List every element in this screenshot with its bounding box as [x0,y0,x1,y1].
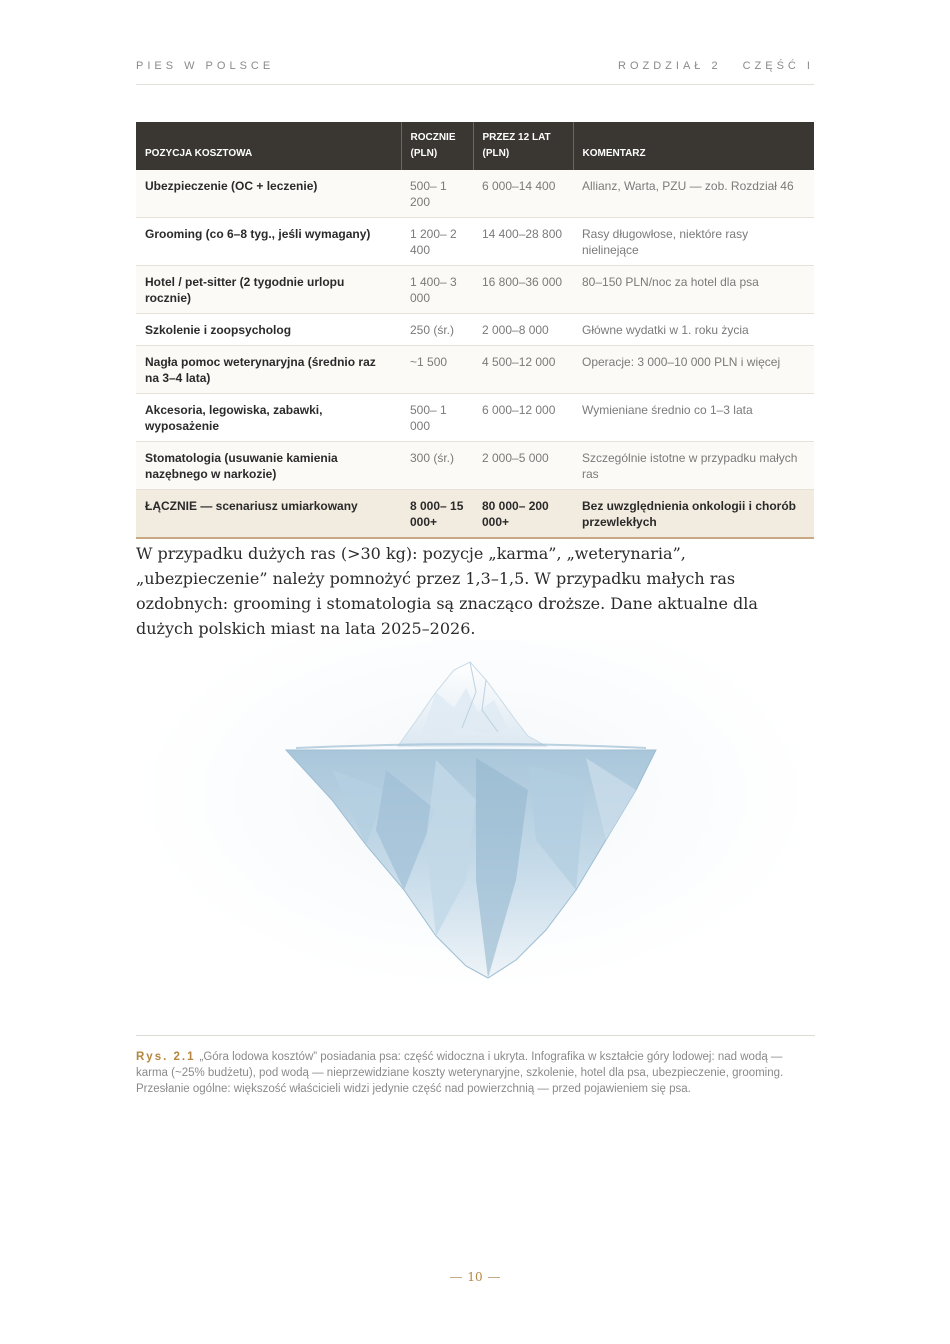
figure-rule [136,1035,815,1036]
cell-comment: Główne wydatki w 1. roku życia [573,314,814,346]
iceberg-figure [136,640,814,1028]
figure-label: Rys. 2.1 [136,1051,196,1063]
cell-yearly: 500– 1 000 [401,394,473,442]
cell-yearly: 300 (śr.) [401,442,473,490]
column-header: ROCZNIE (PLN) [401,122,473,170]
table-row [136,442,814,490]
cell-position: Akcesoria, legowiska, zabawki, wyposażenie [136,394,401,442]
table-row [136,266,814,314]
cell-comment: Operacje: 3 000–10 000 PLN i więcej [573,346,814,394]
cell-position: Hotel / pet-sitter (2 tygodnie urlopu rocznie) [136,266,401,314]
table-row [136,170,814,218]
cell-yearly: 500– 1 200 [401,170,473,218]
figure-caption-text: „Góra lodowa kosztów” posiadania psa: część widoczna i ukryta. Infografika w kształcie góry lodowej: nad wodą — karma (~25% budżetu), pod wodą — nieprzewidziane koszty weterynaryjne, szkolenie, hotel dla psa, ubezpieczenie, grooming. Przesłanie ogólne: większość właścicieli widzi jedynie część nad powierzchnią — przed pojawieniem się psa. [136,1051,784,1095]
cell-position: Stomatologia (usuwanie kamienia nazębnego w narkozie) [136,442,401,490]
table-row [136,394,814,442]
cell-twelve-years: 14 400–28 800 [473,218,573,266]
cell-comment: Allianz, Warta, PZU — zob. Rozdział 46 [573,170,814,218]
table-total-row [136,490,814,539]
cell-twelve-years: 2 000–5 000 [473,442,573,490]
cell-yearly: 250 (śr.) [401,314,473,346]
cell-comment: Rasy długowłose, niektóre rasy nielinejące [573,218,814,266]
column-header: PRZEZ 12 LAT (PLN) [473,122,573,170]
table-header-row [136,122,814,170]
page-number [0,1270,950,1284]
column-header: POZYCJA KOSZTOWA [136,122,401,170]
cell-position: Szkolenie i zoopsycholog [136,314,401,346]
cell-yearly: 1 200– 2 400 [401,218,473,266]
table-row [136,314,814,346]
body-paragraph: W przypadku dużych ras (>30 kg): pozycje „karma”, „weterynaria”, „ubezpieczenie” należy pomnożyć przez 1,3–1,5. W przypadku małych ras ozdobnych: grooming i stomatologia są znacząco droższe. Dane aktualne dla dużych polskich miast na lata 2025–2026. [136,544,758,638]
column-header: KOMENTARZ [573,122,814,170]
book-title: PIES W POLSCE [136,60,275,72]
cell-twelve-years: 2 000–8 000 [473,314,573,346]
page-number-value: 10 [467,1270,483,1284]
running-head [136,60,814,85]
figure-caption [136,1049,814,1097]
folio-dash [450,1277,462,1278]
table-row [136,218,814,266]
cell-yearly: 1 400– 3 000 [401,266,473,314]
table-row [136,346,814,394]
cell-twelve-years: 6 000–14 400 [473,170,573,218]
total-comment: Bez uwzględnienia onkologii i chorób przewlekłych [573,490,814,539]
cell-comment: Wymieniane średnio co 1–3 lata [573,394,814,442]
cell-twelve-years: 16 800–36 000 [473,266,573,314]
part-label: CZĘŚĆ I [742,60,814,72]
cell-yearly: ~1 500 [401,346,473,394]
cell-position: Grooming (co 6–8 tyg., jeśli wymagany) [136,218,401,266]
cell-position: Nagła pomoc weterynaryjna (średnio raz na 3–4 lata) [136,346,401,394]
cell-comment: Szczególnie istotne w przypadku małych ras [573,442,814,490]
cell-twelve-years: 4 500–12 000 [473,346,573,394]
cell-comment: 80–150 PLN/noc za hotel dla psa [573,266,814,314]
cell-twelve-years: 6 000–12 000 [473,394,573,442]
total-position: ŁĄCZNIE — scenariusz umiarkowany [136,490,401,539]
total-twelve-years: 80 000– 200 000+ [473,490,573,539]
chapter-label: ROZDZIAŁ 2 [618,60,722,72]
cost-table [136,122,814,539]
cell-position: Ubezpieczenie (OC + leczenie) [136,170,401,218]
folio-dash [488,1277,500,1278]
iceberg-illustration [136,640,814,1028]
total-yearly: 8 000– 15 000+ [401,490,473,539]
